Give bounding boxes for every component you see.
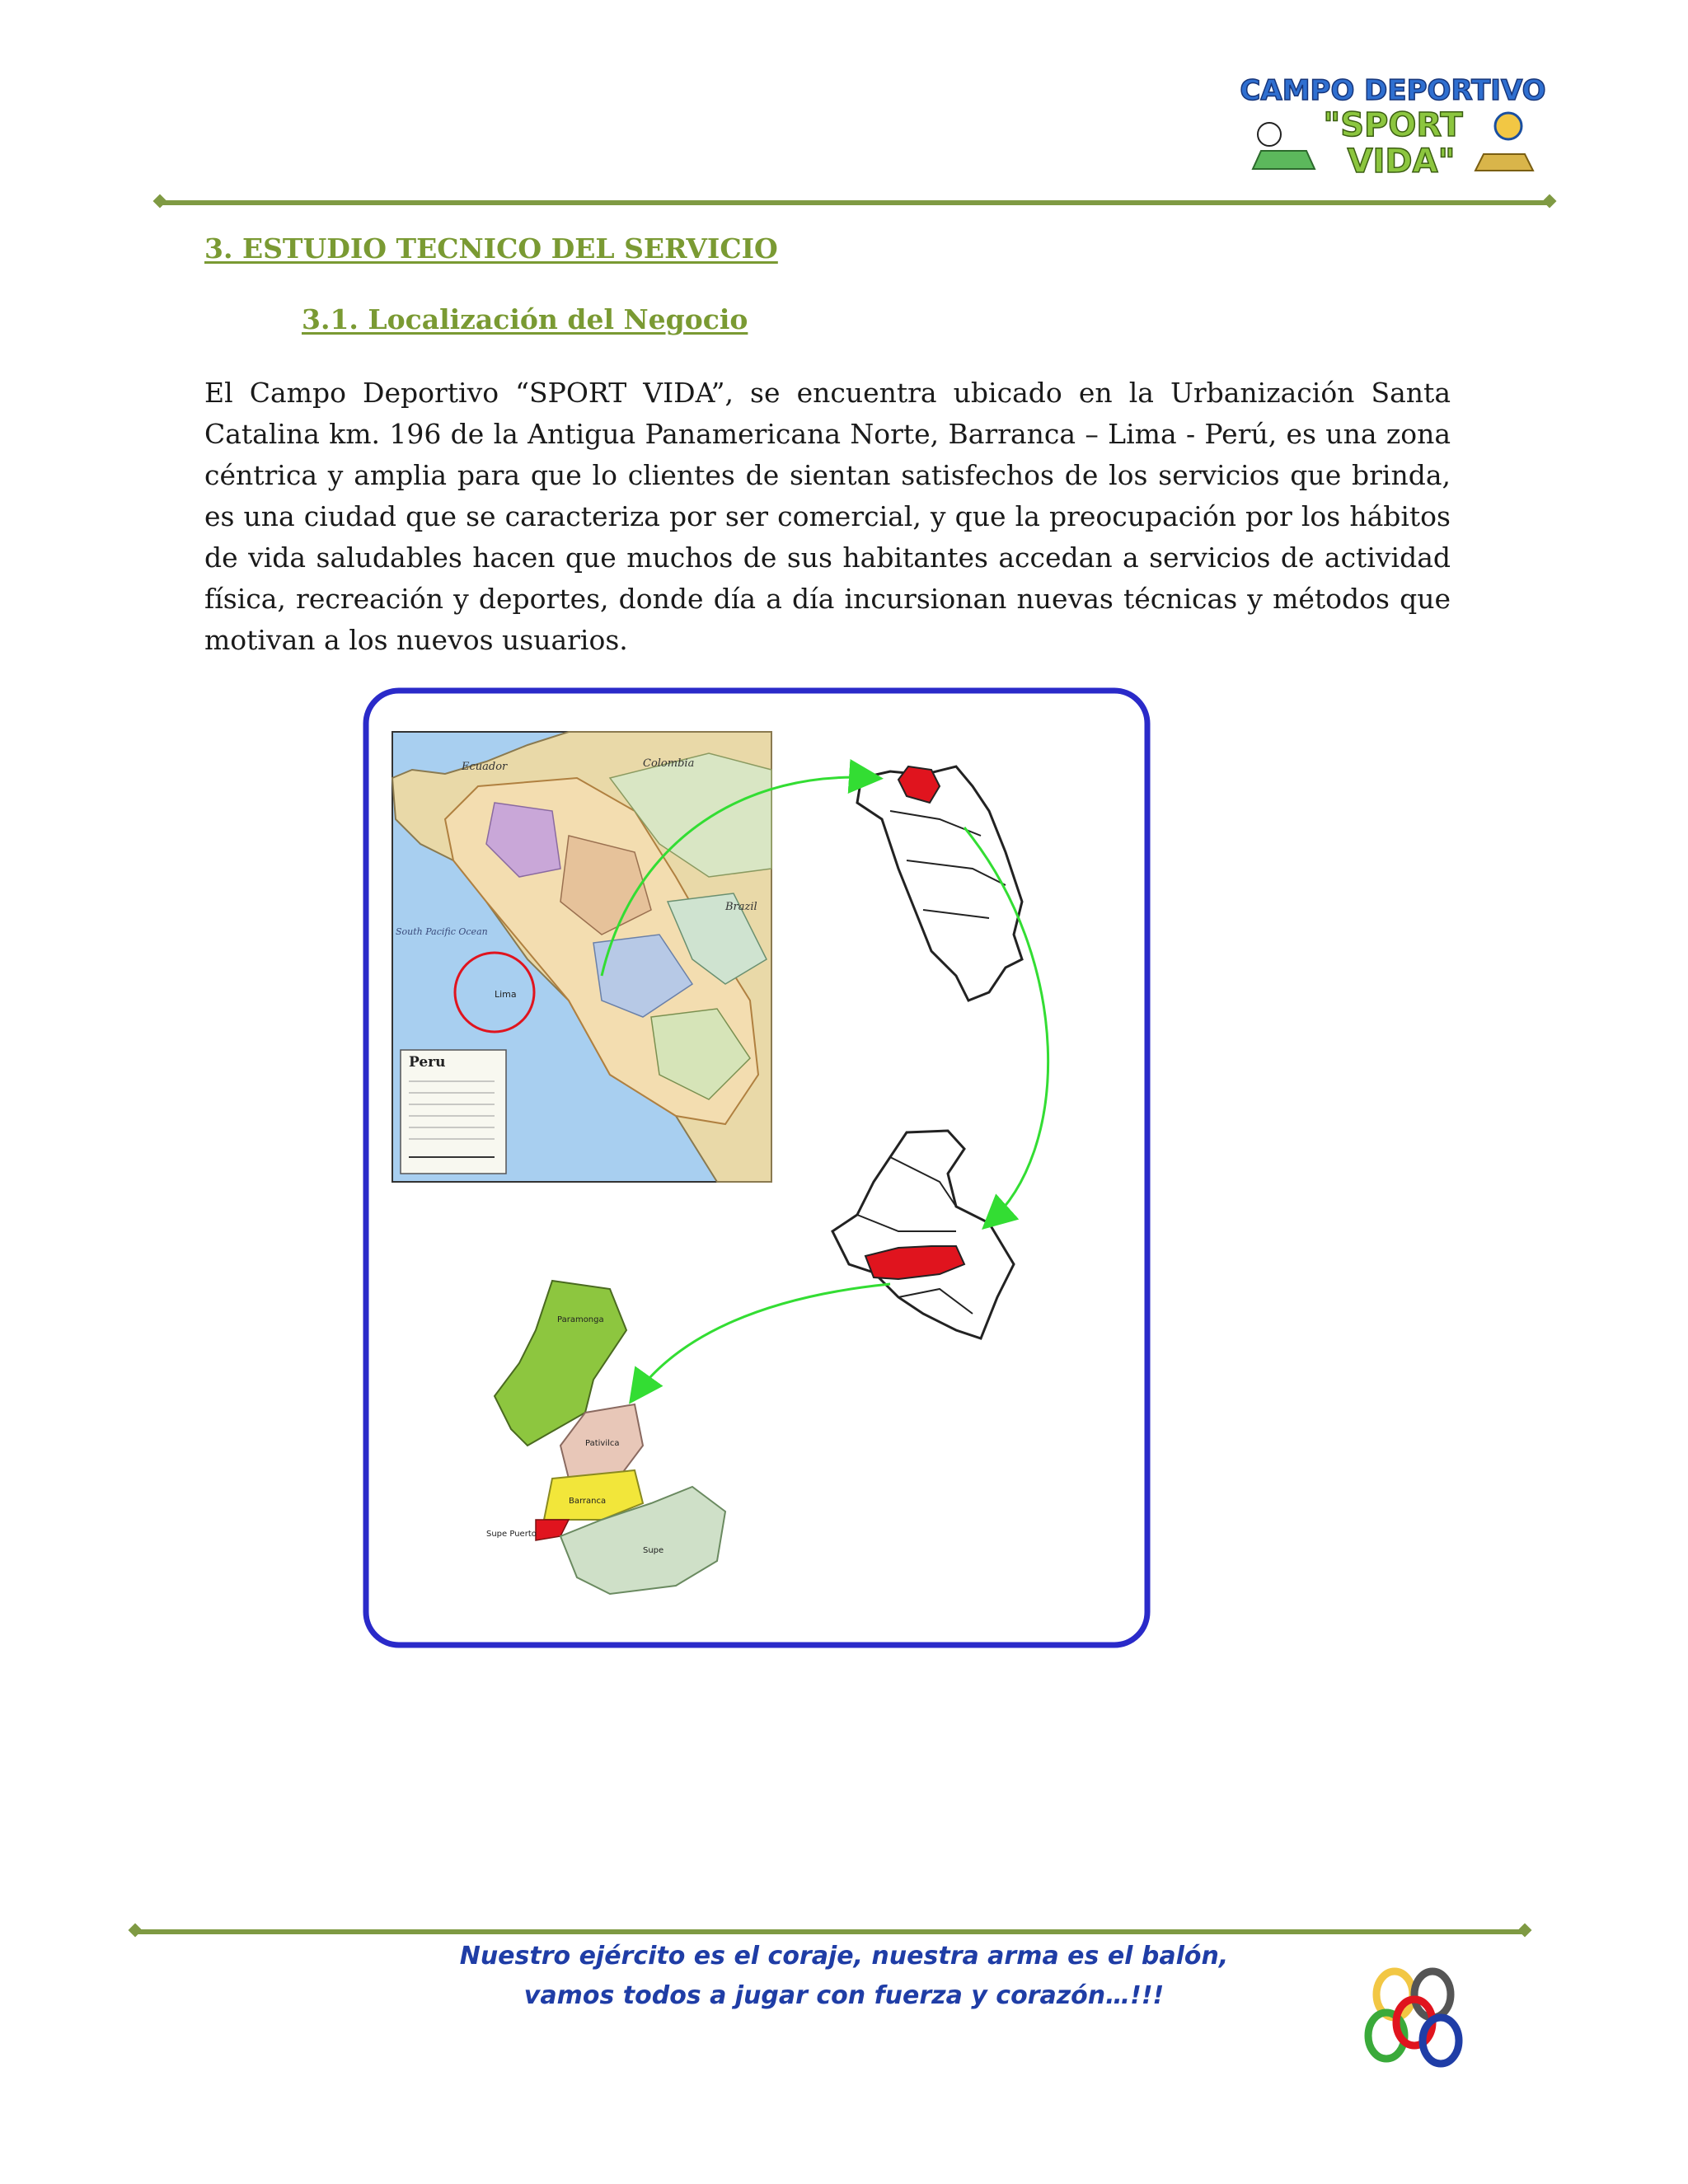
location-map-figure [363,687,1151,1648]
map-label-lima: Lima [495,989,517,1000]
header-rule [162,200,1548,205]
footer-rule [137,1929,1523,1934]
section-title: 3. ESTUDIO TECNICO DEL SERVICIO [204,232,778,265]
sport-vida-logo [1236,70,1550,185]
footer-motto-line1: Nuestro ejército es el coraje, nuestra arma es el balón, [459,1942,1229,1971]
district-label-paramonga: Paramonga [557,1315,604,1324]
body-paragraph: El Campo Deportivo “SPORT VIDA”, se encuentra ubicado en la Urbanización Santa Catalina km. 196 de la Antigua Panamericana Norte, Barranca – Lima - Perú, es una zona céntrica y amplia para que lo clientes de sientan satisfechos de los servicios que brinda, es una ciudad que se caracteriza por ser comercial, y que la preocupación por los hábitos de vida saludables hacen que muchos de sus habitantes accedan a servicios de actividad física, recreación y deportes, donde día a día incursionan nuevas técnicas y métodos que motivan a los nuevos usuarios. [204,377,1451,656]
footer-motto-line2: vamos todos a jugar con fuerza y corazón…!!! [523,1981,1165,2010]
logo-line3: VIDA" [1347,143,1456,180]
map-legend-title: Peru [409,1054,446,1071]
volleyball-icon [1495,113,1522,139]
map-label-ocean: South Pacific Ocean [396,926,488,937]
map-label-colombia: Colombia [643,757,695,770]
olympic-rings-icon [1362,1965,1467,2070]
district-label-barranca: Barranca [569,1497,607,1506]
soccer-ball-icon [1258,123,1281,146]
court-icon [1475,154,1533,171]
subsection-title: 3.1. Localización del Negocio [302,303,748,335]
map-label-ecuador: Ecuador [462,761,508,773]
district-label-supe-puerto: Supe Puerto [486,1530,537,1539]
peru-map [392,732,771,1182]
soccer-field-icon [1253,151,1315,169]
logo-line1: CAMPO DEPORTIVO [1240,74,1546,107]
map-label-brazil: Brazil [725,901,757,913]
logo-line2: "SPORT [1323,106,1463,144]
district-label-pativilca: Pativilca [585,1439,620,1448]
district-label-supe: Supe [643,1546,664,1555]
